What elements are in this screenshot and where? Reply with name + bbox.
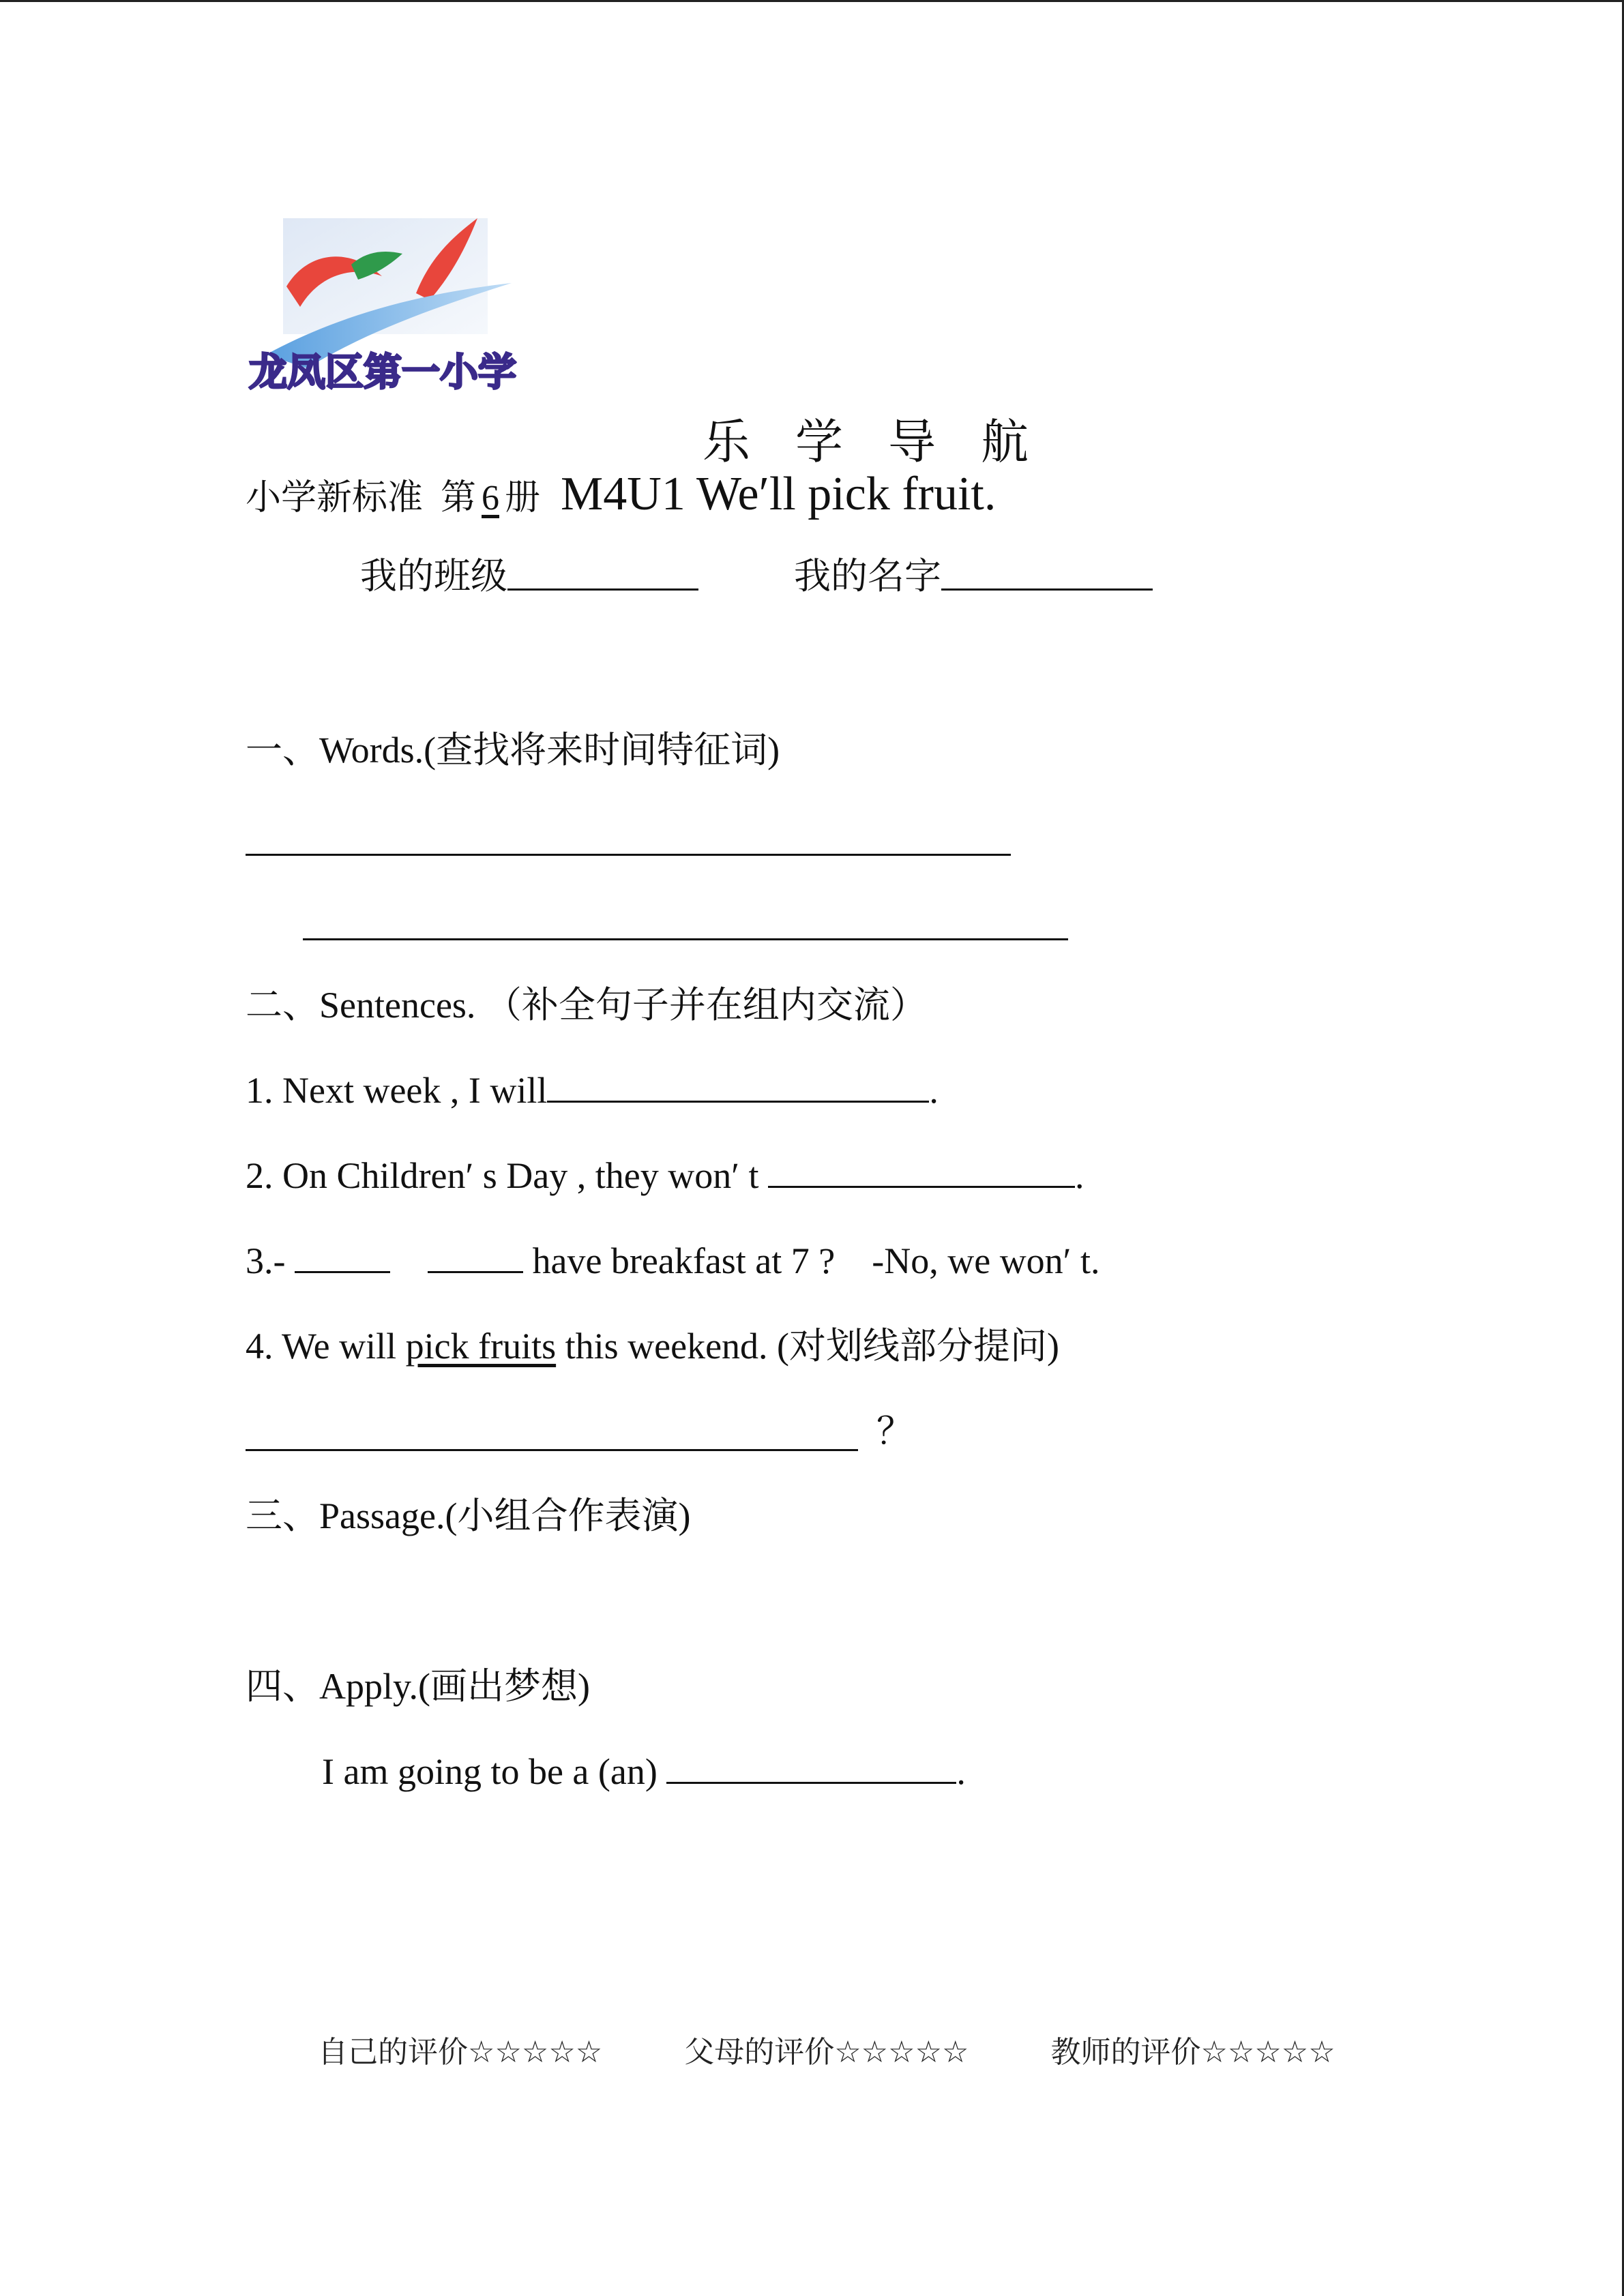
sentence-3-rest: have breakfast at 7 ? -No, we won′ t.: [522, 1240, 1100, 1281]
section-passage-heading: 三、Passage.(小组合作表演): [246, 1495, 691, 1536]
title-char-2: 学: [795, 417, 843, 469]
student-info: [360, 558, 1153, 595]
apply-prompt-suffix: .: [956, 1751, 966, 1792]
volume-suffix: 册: [505, 479, 541, 518]
class-blank[interactable]: [507, 561, 698, 591]
teacher-evaluation[interactable]: 教师的评价☆☆☆☆☆: [1050, 2035, 1335, 2070]
class-label: 我的班级: [360, 556, 507, 597]
name-label: 我的名字: [794, 556, 941, 597]
sentence-4: [246, 1328, 1059, 1365]
grade-prefix: 小学新标准 第: [246, 479, 477, 518]
sentence-4-underlined: pick fruits: [405, 1326, 557, 1367]
apply-prompt: [322, 1753, 966, 1790]
title-char-4: 航: [981, 417, 1029, 469]
question-mark: ？: [876, 1411, 913, 1452]
self-evaluation[interactable]: 自己的评价☆☆☆☆☆: [318, 2035, 603, 2070]
name-blank[interactable]: [941, 561, 1153, 591]
title-char-3: 导: [888, 417, 936, 469]
sentence-4-suffix: this weekend. (对划线部分提问): [556, 1326, 1060, 1367]
sentence-3-blank-2[interactable]: [428, 1270, 523, 1273]
unit-title: M4U1 We′ll pick fruit.: [561, 468, 996, 520]
parents-evaluation[interactable]: 父母的评价☆☆☆☆☆: [684, 2035, 969, 2070]
sentence-4-prefix: 4. We will: [246, 1326, 406, 1367]
sentence-2-suffix: .: [1075, 1155, 1084, 1196]
sentence-1-suffix: .: [929, 1070, 939, 1111]
page-top-border: [0, 0, 1624, 2]
sentence-3: [246, 1242, 1100, 1279]
words-answer-line-1[interactable]: [246, 854, 1011, 856]
school-logo: [246, 211, 559, 416]
sentence-1-prefix: 1. Next week , I will: [246, 1070, 548, 1111]
sentence-1: [246, 1072, 939, 1109]
apply-blank[interactable]: [666, 1781, 956, 1784]
section-words-heading: 一、Words.(查找将来时间特征词): [246, 730, 780, 771]
sentence-3-prefix: 3.-: [246, 1240, 295, 1281]
apply-prompt-prefix: I am going to be a (an): [322, 1751, 667, 1792]
sentence-3-blank-1[interactable]: [295, 1270, 390, 1273]
sentence-2-prefix: 2. On Children′ s Day , they won′ t: [246, 1155, 769, 1196]
question-answer-line[interactable]: [246, 1449, 858, 1451]
evaluation-row: [318, 2027, 1335, 2071]
sentence-2-blank[interactable]: [768, 1185, 1075, 1188]
logo-text: 龙凤区第一小学: [249, 351, 516, 395]
course-info: [246, 468, 996, 520]
volume-number: 6: [482, 479, 500, 518]
page-title: [679, 372, 1074, 467]
title-char-1: 乐: [703, 417, 750, 469]
section-apply-heading: 四、Apply.(画出梦想): [246, 1666, 590, 1707]
section-sentences-heading: 二、Sentences. （补全句子并在组内交流）: [246, 985, 927, 1026]
sentence-1-blank[interactable]: [547, 1100, 929, 1103]
words-answer-line-2[interactable]: [303, 938, 1068, 940]
sentence-2: [246, 1157, 1084, 1194]
